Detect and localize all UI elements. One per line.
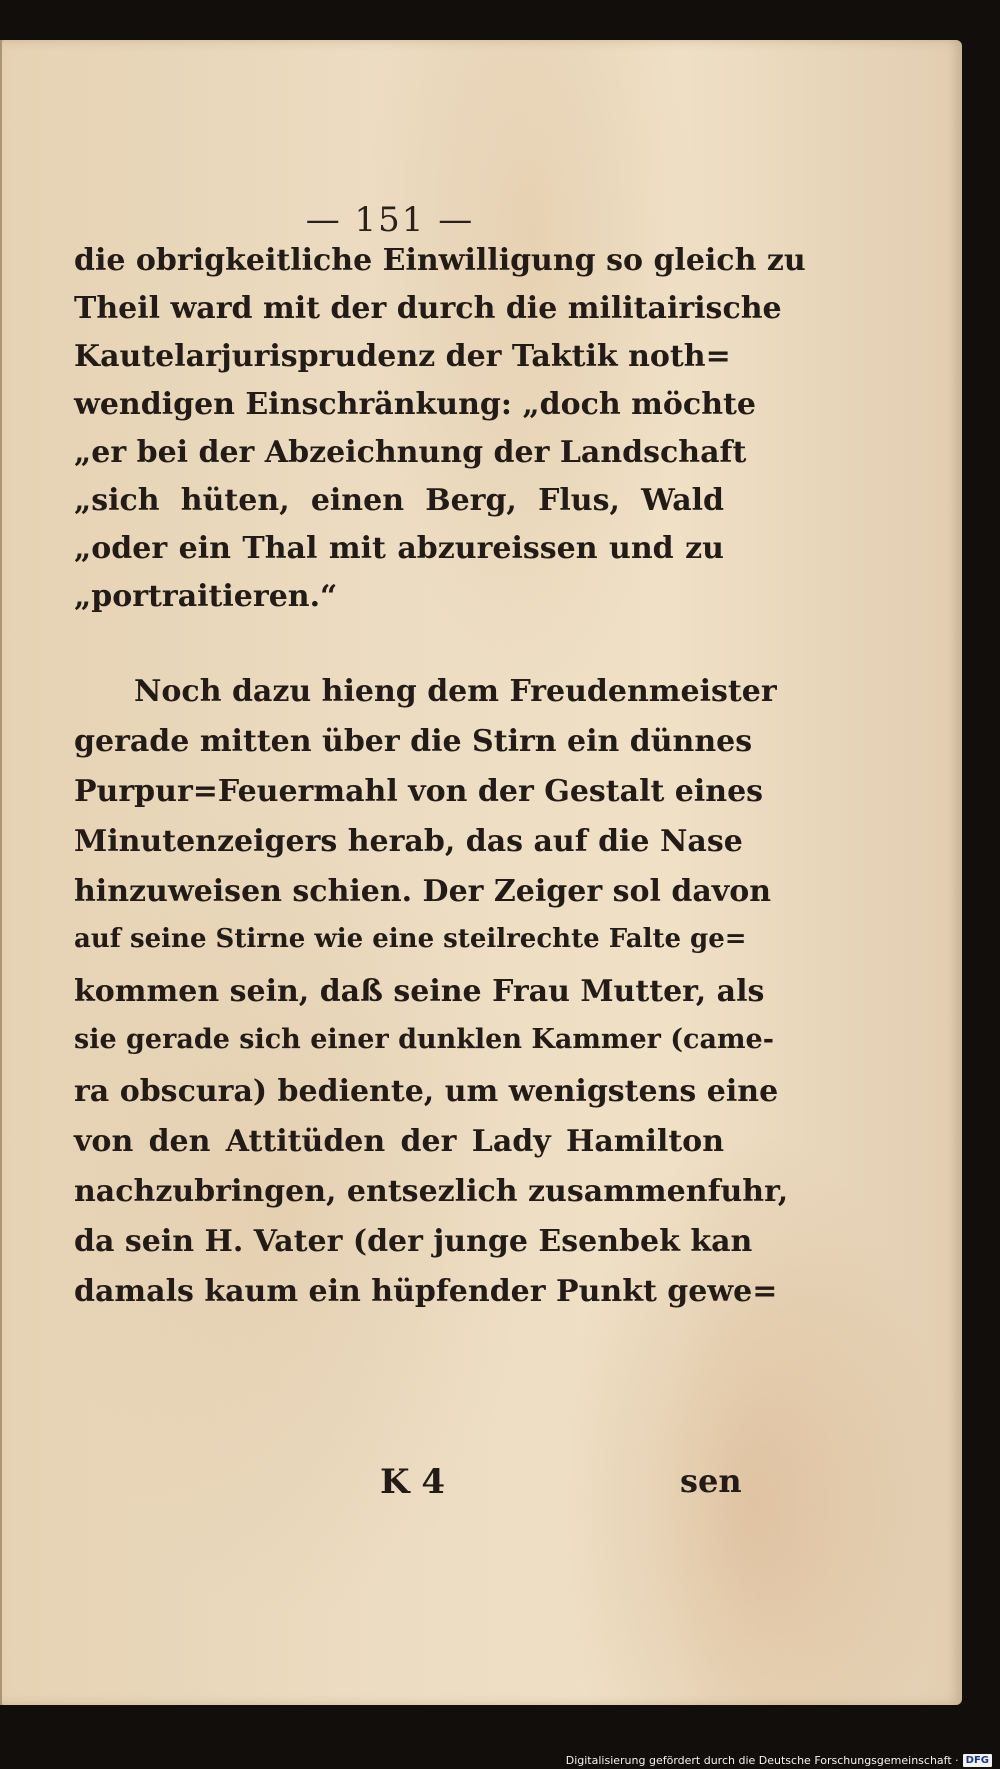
text-line: ra obscura) bediente, um wenigstens eine xyxy=(74,1074,779,1109)
text-line: damals kaum ein hüpfender Punkt gewe= xyxy=(74,1274,778,1309)
text-line: „oder ein Thal mit abzureissen und zu xyxy=(74,531,724,566)
text-line: Kautelarjurisprudenz der Taktik noth= xyxy=(74,339,731,374)
text-line: kommen sein, daß seine Frau Mutter, als xyxy=(74,974,765,1009)
signature-mark: K 4 xyxy=(380,1462,446,1502)
text-line: wendigen Einschränkung: „doch möchte xyxy=(74,387,756,422)
text-line: Minutenzeigers herab, das auf die Nase xyxy=(74,824,743,859)
text-line: „sich hüten, einen Berg, Flus, Wald xyxy=(74,483,724,518)
text-line: gerade mitten über die Stirn ein dünnes xyxy=(74,724,753,759)
credit-text: Digitalisierung gefördert durch die Deutsche Forschungsgemeinschaft · xyxy=(565,1754,959,1767)
text-line: sie gerade sich einer dunklen Kammer (came- xyxy=(74,1024,774,1055)
text-line: von den Attitüden der Lady Hamilton xyxy=(74,1124,724,1159)
catchword: sen xyxy=(680,1462,742,1500)
page-number: — 151 — xyxy=(305,200,475,240)
text-line: „er bei der Abzeichnung der Landschaft xyxy=(74,435,747,470)
text-line: nachzubringen, entsezlich zusammenfuhr, xyxy=(74,1174,789,1209)
text-line: „portraitieren.“ xyxy=(74,579,338,614)
text-line: Purpur=Feuermahl von der Gestalt eines xyxy=(74,774,764,809)
text-line: Theil ward mit der durch die militairische xyxy=(74,291,782,326)
text-line: auf seine Stirne wie eine steilrechte Falte ge= xyxy=(74,924,747,954)
book-page xyxy=(2,40,962,1705)
text-line: die obrigkeitliche Einwilligung so gleich zu xyxy=(74,243,806,278)
digitization-credit xyxy=(566,1754,992,1767)
text-line: da sein H. Vater (der junge Esenbek kan xyxy=(74,1224,753,1259)
dfg-logo-icon: DFG xyxy=(963,1754,992,1767)
text-line: Noch dazu hieng dem Freudenmeister xyxy=(134,674,777,709)
text-line: hinzuweisen schien. Der Zeiger sol davon xyxy=(74,874,772,909)
